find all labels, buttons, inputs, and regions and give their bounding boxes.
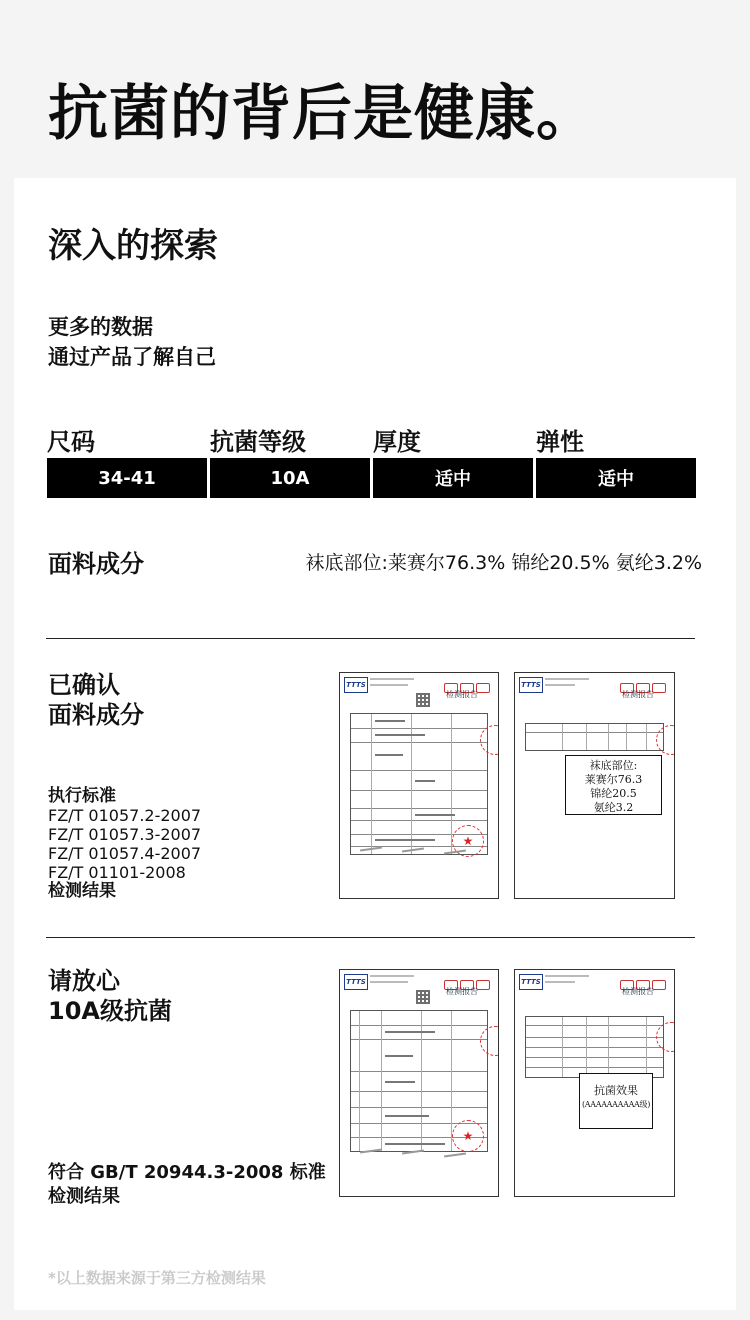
spec-label-antibacterial-grade: 抗菌等级 <box>210 428 306 456</box>
standard-item: FZ/T 01057.4-2007 <box>48 844 202 863</box>
block2-result-label: 检测结果 <box>48 1186 120 1207</box>
ttts-logo: TTTS <box>519 974 543 990</box>
block2-standard-line: 符合 GB/T 20944.3-2008 标准 <box>48 1162 326 1183</box>
block2-title-line-2: 10A级抗菌 <box>48 997 172 1025</box>
report-title: 检测报告 <box>446 690 478 699</box>
ttts-logo: TTTS <box>344 677 368 693</box>
composition-callout <box>565 755 662 815</box>
red-seal-stamp: ★ <box>452 825 484 857</box>
spec-values <box>47 458 697 498</box>
info-card <box>14 178 736 1310</box>
block2-title <box>48 966 172 1026</box>
callout-line: (AAAAAAAAAA级) <box>581 1100 651 1109</box>
qr-code <box>416 693 430 707</box>
callout-line: 袜底部位: <box>589 759 638 772</box>
report-title: 检测报告 <box>622 690 654 699</box>
certification-marks <box>620 678 668 688</box>
callout-line: 氨纶3.2 <box>593 801 634 814</box>
certification-marks <box>444 975 492 985</box>
divider-2 <box>46 937 695 938</box>
block1-standards <box>48 787 201 901</box>
callout-line: 莱赛尔76.3 <box>584 773 643 786</box>
block1-title-line-2: 面料成分 <box>48 701 144 729</box>
standards-heading: 执行标准 <box>48 786 116 806</box>
standard-item: FZ/T 01101-2008 <box>48 863 186 882</box>
certification-marks <box>620 975 668 985</box>
callout-line: 锦纶20.5 <box>590 787 637 800</box>
qr-code <box>416 990 430 1004</box>
red-seal-stamp: ★ <box>452 1120 484 1152</box>
intro-line-2: 通过产品了解自己 <box>48 345 216 369</box>
standard-item: FZ/T 01057.2-2007 <box>48 806 202 825</box>
standard-item: FZ/T 01057.3-2007 <box>48 825 202 844</box>
callout-line: 抗菌效果 <box>594 1084 638 1097</box>
block1-title <box>48 670 144 730</box>
spec-value-thickness: 适中 <box>373 458 533 498</box>
ttts-logo: TTTS <box>344 974 368 990</box>
certification-marks <box>444 678 492 688</box>
intro-text <box>48 312 216 372</box>
test-report-image <box>339 672 499 899</box>
spec-label-elasticity: 弹性 <box>536 428 584 456</box>
divider-1 <box>46 638 695 639</box>
fabric-composition: 袜底部位:莱赛尔76.3% 锦纶20.5% 氨纶3.2% <box>305 552 702 574</box>
block1-title-line-1: 已确认 <box>48 671 120 699</box>
block1-result-label: 检测结果 <box>48 881 116 901</box>
report-title: 检测报告 <box>446 987 478 996</box>
spec-label-size: 尺码 <box>47 428 95 456</box>
ttts-logo: TTTS <box>519 677 543 693</box>
spec-value-elasticity: 适中 <box>536 458 696 498</box>
spec-value-size: 34-41 <box>47 458 207 498</box>
page-headline: 抗菌的背后是健康。 <box>48 79 597 149</box>
block2-standards <box>48 1161 326 1209</box>
spec-value-antibacterial-grade: 10A <box>210 458 370 498</box>
block2-title-line-1: 请放心 <box>48 967 120 995</box>
report-title: 检测报告 <box>622 987 654 996</box>
fabric-label: 面料成分 <box>48 550 144 578</box>
section-title: 深入的探索 <box>48 226 218 266</box>
antibacterial-callout <box>579 1073 653 1129</box>
spec-labels <box>47 422 697 458</box>
intro-line-1: 更多的数据 <box>48 315 153 339</box>
spec-label-thickness: 厚度 <box>373 428 421 456</box>
test-report-image <box>339 969 499 1197</box>
data-source-footnote: *以上数据来源于第三方检测结果 <box>48 1269 266 1287</box>
